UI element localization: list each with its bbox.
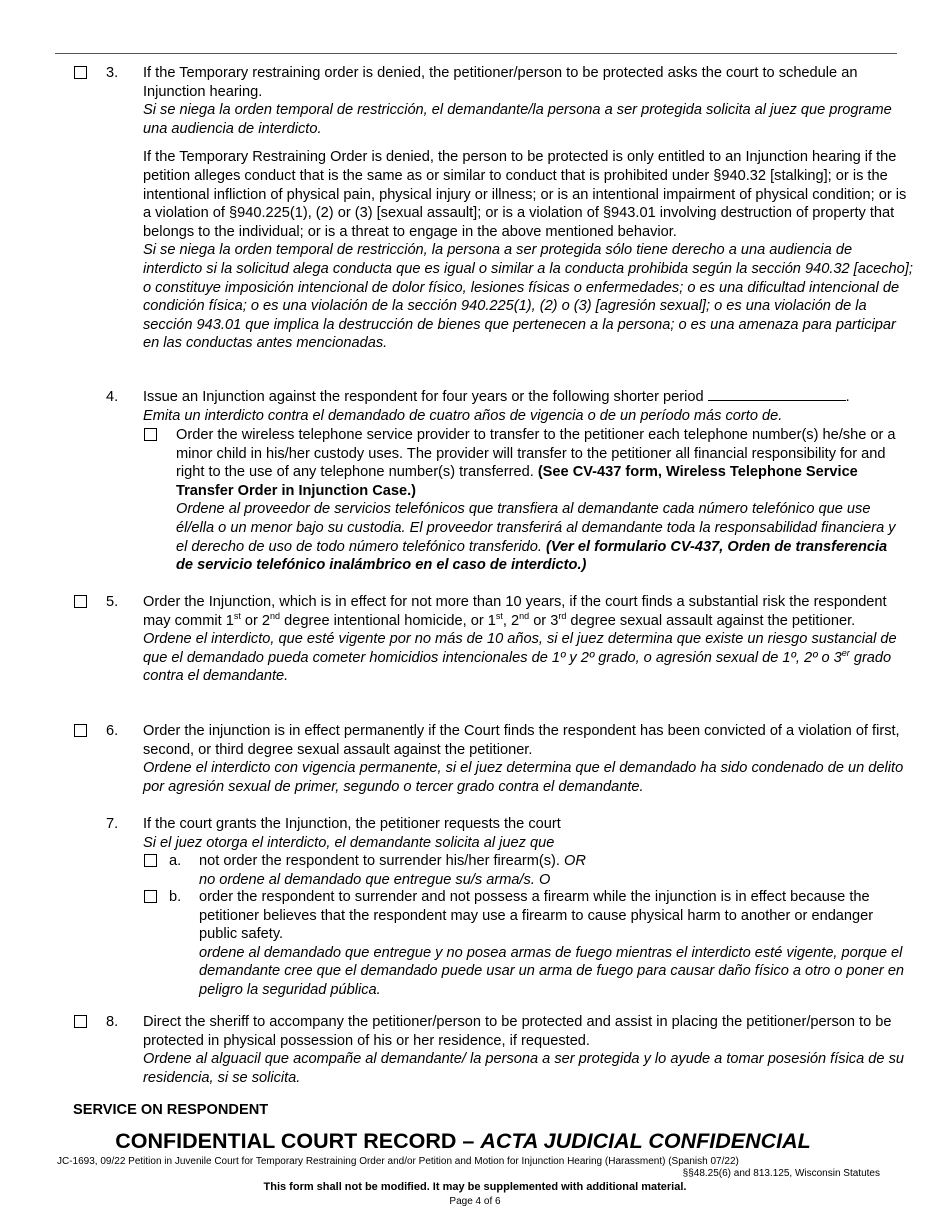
item-4-sub-english-bold: (See CV-437 form, Wireless Telephone Service Transfer Order in Injunction Case.) <box>176 464 858 499</box>
item-4-sub-spanish-bold: (Ver el formulario CV-437, Orden de transferencia de servicio telefónico inalámbrico en el caso de interdicto.) <box>176 538 888 574</box>
modification-notice: This form shall not be modified. It may be supplemented with additional material. <box>263 1181 687 1193</box>
item-6-english: Order the injunction is in effect permanently if the Court finds the respondent has been convicted of a violation of first, second, or third degree sexual assault against the petitioner. <box>143 723 900 758</box>
item-8-spanish: Ordene al alguacil que acompañe al demandante/ la persona a ser protegida y lo ayude a tomar posesión física de su residencia, si se solicita. <box>143 1051 904 1086</box>
checkbox-item-6[interactable] <box>74 724 87 737</box>
item-3-text <box>143 64 913 353</box>
shorter-period-field[interactable] <box>708 388 846 401</box>
item-4-english: Issue an Injunction against the respondent for four years or the following shorter period <box>143 389 704 405</box>
statutes: §§48.25(6) and 813.125, Wisconsin Statutes <box>682 1168 880 1179</box>
item-5-english: Order the Injunction, which is in effect for not more than 10 years, if the court finds a substantial risk the respondent may commit 1st or 2nd degree intentional homicide, or 1st, 2nd or 3rd degree sexual assault against the petitioner. <box>143 594 887 629</box>
top-divider <box>55 53 897 54</box>
item-8-english: Direct the sheriff to accompany the petitioner/person to be protected and assist in placing the petitioner/person to be protected in physical possession of his or her residence, if requested. <box>143 1014 892 1049</box>
item-4-number: 4. <box>106 389 119 405</box>
item-4-period: . <box>845 389 850 405</box>
service-heading: SERVICE ON RESPONDENT <box>73 1102 269 1118</box>
checkbox-item-7b[interactable] <box>144 890 157 903</box>
item-7-spanish: Si el juez otorga el interdicto, el demandante solicita al juez que <box>143 834 555 851</box>
item-7b-english: order the respondent to surrender and not possess a firearm while the injunction is in effect because the petitioner believes that the respondent may use a firearm to cause physical harm to another or endanger public safety. <box>199 889 874 943</box>
item-4-sub-english: Order the wireless telephone service provider to transfer to the petitioner each telephone number(s) he/she or a minor child in his/her custody uses. The provider will transfer to the petitioner all financial responsibility for and right to the use of any telephone number(s) transferred. <box>176 427 896 481</box>
checkbox-item-8[interactable] <box>74 1015 87 1028</box>
item-7a-text <box>199 852 909 889</box>
item-3-spanish-note: Si se niega la orden temporal de restricción, la persona a ser protegida sólo tiene derecho a una audiencia de interdicto si la solicitud alega conducta que es igual o similar a la conducta prohibida según la sección 940.32 [acecho]; o constituye imposición intencional de dolor físico, lesiones físicas o enfermedades; o es una dificultad intencional de condición física; o es una violación de la sección 940.225(1), (2) o (3) [agresión sexual]; o es una violación de la sección 943.01 que implica la destrucción de bienes que pertenecen a la persona; o es una amenaza para participar en las conductas antes mencionadas. <box>143 242 913 352</box>
item-7b-text <box>199 888 909 1000</box>
item-8-text <box>143 1013 913 1087</box>
checkbox-item-3[interactable] <box>74 66 87 79</box>
item-6-text <box>143 722 913 796</box>
item-7a-english: not order the respondent to surrender his/her firearm(s). <box>199 853 560 869</box>
item-7-english: If the court grants the Injunction, the petitioner requests the court <box>143 816 561 832</box>
item-3-number: 3. <box>106 65 119 81</box>
item-6-number: 6. <box>106 723 119 739</box>
item-7a-or: OR <box>564 853 586 869</box>
confidential-spanish: ACTA JUDICIAL CONFIDENCIAL <box>480 1129 811 1153</box>
item-4-sub-text <box>176 426 906 575</box>
confidential-banner <box>0 1129 926 1154</box>
item-7b-spanish: ordene al demandado que entregue y no posea armas de fuego mientras el interdicto esté vigente, porque el demandante cree que el demandado puede usar un arma de fuego para causar daño físico a otro o poner en peligro la seguridad pública. <box>199 944 905 998</box>
checkbox-item-4-phone-transfer[interactable] <box>144 428 157 441</box>
item-3-english: If the Temporary restraining order is denied, the petitioner/person to be protected asks the court to schedule an Injunction hearing. <box>143 65 858 100</box>
checkbox-item-7a[interactable] <box>144 854 157 867</box>
item-7-text <box>143 815 913 852</box>
item-7a-label: a. <box>169 853 182 869</box>
item-5-spanish: Ordene el interdicto, que esté vigente por no más de 10 años, si el juez determina que existe un riesgo sustancial de que el demandado pueda cometer homicidios intencionales de 1º y 2º grado, o agresión sexual de 1º, 2º o 3er grado contra el demandante. <box>143 631 897 685</box>
confidential-english: CONFIDENTIAL COURT RECORD – <box>115 1129 481 1153</box>
item-5-text <box>143 593 913 686</box>
page-number: Page 4 of 6 <box>449 1196 501 1207</box>
item-4-sub-spanish: Ordene al proveedor de servicios telefónicos que transfiera al demandante cada número telefónico que use él/ella o un menor bajo su custodia. El proveedor transferirá al demandante toda la responsabilidad financiera y el derecho de uso de todo número telefónico transferido. <box>176 501 896 555</box>
item-6-spanish: Ordene el interdicto con vigencia permanente, si el juez determina que el demandado ha sido condenado de un delito por agresión sexual de primer, segundo o tercer grado contra el demandante. <box>143 760 904 795</box>
form-id: JC-1693, 09/22 Petition in Juvenile Court for Temporary Restraining Order and/or Petition and Motion for Injunction Hearing (Harassment) (Spanish 07/22) <box>57 1156 739 1167</box>
item-8-number: 8. <box>106 1014 119 1030</box>
item-4-spanish: Emita un interdicto contra el demandado de cuatro años de vigencia o de un período más corto de. <box>143 407 783 424</box>
item-4-text <box>143 388 913 425</box>
item-3-spanish: Si se niega la orden temporal de restricción, el demandante/la persona a ser protegida solicita al juez que programe una audiencia de interdicto. <box>143 102 892 137</box>
item-5-number: 5. <box>106 594 119 610</box>
item-7-number: 7. <box>106 816 119 832</box>
item-7a-spanish: no ordene al demandado que entregue su/s arma/s. O <box>199 871 551 888</box>
checkbox-item-5[interactable] <box>74 595 87 608</box>
item-3-english-note: If the Temporary Restraining Order is denied, the person to be protected is only entitled to an Injunction hearing if the petition alleges conduct that is the same as or similar to conduct that is prohibited under §940.32 [stalking]; or is the intentional infliction of physical pain, physical injury or illness; or is an intentional impairment of physical condition; or is a violation of §940.225(1), (2) or (3) [sexual assault]; or is a violation of §943.01 involving destruction of property that belongs to the individual; or is a threat to engage in the above mentioned behavior. <box>143 149 907 240</box>
item-7b-label: b. <box>169 889 182 905</box>
